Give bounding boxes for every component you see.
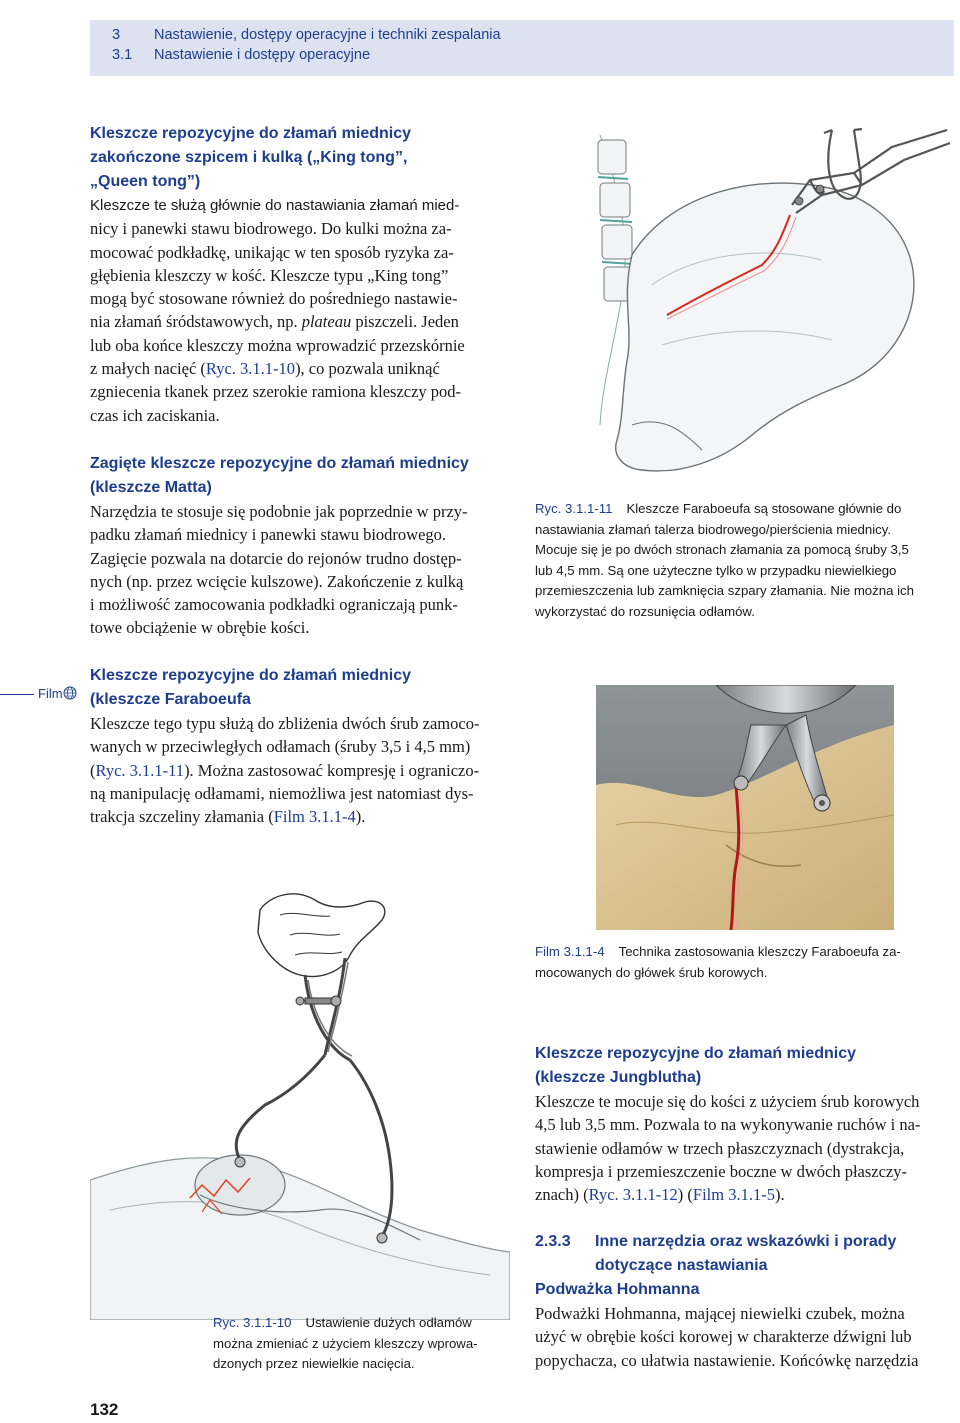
globe-icon <box>63 686 77 700</box>
section-faraboeuf <box>90 664 510 828</box>
caption-film-3-1-1-4: Film 3.1.1-4 Technika zastosowania kleszczy Faraboeufa za- mocowanych do główek śrub korowych. <box>535 944 901 980</box>
caption-ryc-3-1-1-11: Ryc. 3.1.1-11 Kleszcze Faraboeufa są stosowane głównie do nastawiania złamań talerza biodrowego/pierścienia miednicy. Mocuje się je po dwóch stronach złamania za pomocą śruby 3,5 lub 4,5 mm. Są one użyteczne tylko w przypadku niewielkiego przemieszczenia lub zamknięcia szpary złamania. Nie można ich wykorzystać do rozsunięcia odłamów. <box>535 501 914 619</box>
header-chapter: 3 Nastawienie, dostępy operacyjne i techniki zespalania <box>112 27 501 43</box>
figure-pelvis-clamp <box>592 125 954 485</box>
section-body: Podważki Hohmanna, mającej niewielki czubek, można użyć w obrębie kości korowej w charakterze dźwigni lub popychacza, co ułatwia nastawienie. Końcówkę narzędzia <box>535 1304 919 1370</box>
section-matta <box>90 452 510 640</box>
caption-label: Ryc. 3.1.1-10 <box>213 1315 292 1330</box>
section-inne-narzedzia <box>535 1230 955 1372</box>
section-heading: Kleszcze repozycyjne do złamań miednicy zakończone szpicem i kulką („King tong”, „Queen tong”) <box>90 125 412 190</box>
film-ref-link[interactable]: Film 3.1.1-5 <box>692 1185 775 1205</box>
film-ref-link[interactable]: Film 3.1.1-4 <box>273 807 356 827</box>
figure-film-still[interactable] <box>596 685 894 930</box>
section-body: Kleszcze tego typu służą do zbliżenia dwóch śrub zamoco- wanych w przeciwległych odłamach (śruby 3,5 i 4,5 mm) (Ryc. 3.1.1-11). Można zastosować kompresję i ograniczo- ną manipulację odłamami, niemożliwa jest natomiast dys- trakcja szczeliny złamania (Film 3.1.1-4). <box>90 714 480 827</box>
section-jungbluth <box>535 1042 955 1206</box>
section-king-tong <box>90 122 510 427</box>
subsection-heading: 2.3.3 Inne narzędzia oraz wskazówki i porady dotyczące nastawiania <box>535 1233 897 1274</box>
page-number: 132 <box>90 1400 119 1419</box>
film-marker[interactable]: Film <box>0 680 76 710</box>
caption-ryc-3-1-1-10: Ryc. 3.1.1-10 Ustawienie dużych odłamów można zmieniać z użyciem kleszczy wprowa- dzonych przez niewielkie nacięcia. <box>213 1315 478 1371</box>
caption-label: Ryc. 3.1.1-11 <box>535 501 613 516</box>
caption-label: Film 3.1.1-4 <box>535 944 605 959</box>
subsection-subheading: Podważka Hohmanna <box>535 1281 700 1298</box>
figure-ref-link[interactable]: Ryc. 3.1.1-12 <box>588 1185 678 1205</box>
figure-ref-link[interactable]: Ryc. 3.1.1-11 <box>95 760 185 780</box>
section-heading: Kleszcze repozycyjne do złamań miednicy (kleszcze Faraboeufa <box>90 667 412 708</box>
header-section: 3.1 Nastawienie i dostępy operacyjne <box>112 47 371 63</box>
figure-ref-link[interactable]: Ryc. 3.1.1-10 <box>205 359 296 379</box>
running-header <box>90 20 954 76</box>
section-heading: Kleszcze repozycyjne do złamań miednicy (kleszcze Jungblutha) <box>535 1045 857 1086</box>
figure-hand-clamp <box>90 880 510 1320</box>
section-body: Kleszcze te mocuje się do kości z użyciem śrub korowych 4,5 lub 3,5 mm. Pozwala to na wykonywanie ruchów i na- stawienie odłamów w trzech płaszczyznach (dystrakcja, kompresja i przemieszczenie boczne w dwóch płaszczy- znach) (Ryc. 3.1.1-12) (Film 3.1.1-5). <box>535 1092 921 1205</box>
section-body: Kleszcze te służą głównie do nastawiania złamań mied- nicy i panewki stawu biodrowego. Do kulki można za- mocować podkładkę, unikając w ten sposób ryzyka za- głębienia kleszczy w kość. Kleszcze typu „King tong” mogą być stosowane również do pośredniego nastawie- nia złamań śródstawowych, np. plateau piszczeli. Jeden lub oba końce kleszczy można wprowadzić przezskórnie z małych nacięć (Ryc. 3.1.1-10), co pozwala uniknąć zgniecenia tkanek przez szerokie ramiona kleszczy pod- czas ich zaciskania. <box>90 197 465 425</box>
film-marker-rule <box>0 694 34 695</box>
section-heading: Zagięte kleszcze repozycyjne do złamań miednicy (kleszcze Matta) <box>90 455 469 496</box>
section-body: Narzędzia te stosuje się podobnie jak poprzednie w przy- padku złamań miednicy i panewki stawu biodrowego. Zagięcie pozwala na dotarcie do rejonów trudno dostęp- nych (np. przez wcięcie kulszowe). Zakończenie z kulką i możliwość zamocowania podkładki ograniczają punk- towe obciążenie w obrębie kości. <box>90 502 468 638</box>
